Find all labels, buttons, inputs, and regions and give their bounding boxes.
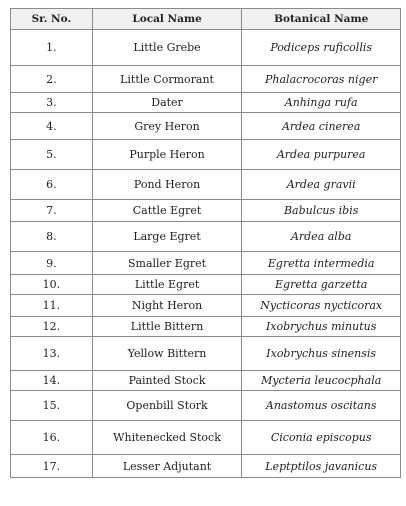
cell-sr-no: 15. xyxy=(11,391,93,421)
cell-sr-no: 1. xyxy=(11,30,93,66)
header-sr-no: Sr. No. xyxy=(11,9,93,30)
cell-sr-no: 6. xyxy=(11,170,93,200)
table-row xyxy=(11,421,401,455)
cell-local-name: Lesser Adjutant xyxy=(92,455,242,478)
cell-botanical-name: Leptptilos javanicus xyxy=(242,455,401,478)
cell-local-name: Large Egret xyxy=(92,222,242,252)
cell-botanical-name: Egretta garzetta xyxy=(242,275,401,295)
cell-botanical-name: Ardea gravii xyxy=(242,170,401,200)
table-row xyxy=(11,391,401,421)
cell-botanical-name: Nycticoras nycticorax xyxy=(242,295,401,317)
cell-botanical-name: Anastomus oscitans xyxy=(242,391,401,421)
cell-sr-no: 14. xyxy=(11,371,93,391)
cell-sr-no: 7. xyxy=(11,200,93,222)
cell-local-name: Smaller Egret xyxy=(92,252,242,275)
cell-local-name: Yellow Bittern xyxy=(92,337,242,371)
cell-botanical-name: Mycteria leucocphala xyxy=(242,371,401,391)
table-row xyxy=(11,170,401,200)
cell-botanical-name: Anhinga rufa xyxy=(242,93,401,113)
cell-botanical-name: Babulcus ibis xyxy=(242,200,401,222)
cell-botanical-name: Egretta intermedia xyxy=(242,252,401,275)
cell-local-name: Little Grebe xyxy=(92,30,242,66)
cell-local-name: Cattle Egret xyxy=(92,200,242,222)
bird-species-table xyxy=(10,8,401,478)
cell-sr-no: 10. xyxy=(11,275,93,295)
table-row xyxy=(11,317,401,337)
cell-botanical-name: Podiceps ruficollis xyxy=(242,30,401,66)
header-botanical-name: Botanical Name xyxy=(242,9,401,30)
cell-local-name: Little Cormorant xyxy=(92,66,242,93)
cell-sr-no: 16. xyxy=(11,421,93,455)
cell-sr-no: 13. xyxy=(11,337,93,371)
table-header-row xyxy=(11,9,401,30)
cell-sr-no: 17. xyxy=(11,455,93,478)
header-local-name: Local Name xyxy=(92,9,242,30)
table-row xyxy=(11,371,401,391)
table-row xyxy=(11,275,401,295)
cell-botanical-name: Ardea cinerea xyxy=(242,113,401,140)
cell-local-name: Night Heron xyxy=(92,295,242,317)
cell-sr-no: 11. xyxy=(11,295,93,317)
cell-local-name: Grey Heron xyxy=(92,113,242,140)
table-row xyxy=(11,93,401,113)
cell-local-name: Painted Stock xyxy=(92,371,242,391)
cell-local-name: Openbill Stork xyxy=(92,391,242,421)
cell-sr-no: 8. xyxy=(11,222,93,252)
cell-botanical-name: Ixobrychus minutus xyxy=(242,317,401,337)
cell-botanical-name: Ciconia episcopus xyxy=(242,421,401,455)
table-row xyxy=(11,200,401,222)
cell-local-name: Little Bittern xyxy=(92,317,242,337)
cell-sr-no: 9. xyxy=(11,252,93,275)
table-row xyxy=(11,337,401,371)
table-row xyxy=(11,222,401,252)
cell-local-name: Little Egret xyxy=(92,275,242,295)
cell-sr-no: 4. xyxy=(11,113,93,140)
table-row xyxy=(11,455,401,478)
table-row xyxy=(11,295,401,317)
table-row xyxy=(11,30,401,66)
cell-local-name: Dater xyxy=(92,93,242,113)
cell-local-name: Pond Heron xyxy=(92,170,242,200)
table-row xyxy=(11,66,401,93)
cell-botanical-name: Phalacrocoras niger xyxy=(242,66,401,93)
cell-local-name: Whitenecked Stock xyxy=(92,421,242,455)
cell-botanical-name: Ixobrychus sinensis xyxy=(242,337,401,371)
table-row xyxy=(11,140,401,170)
cell-botanical-name: Ardea alba xyxy=(242,222,401,252)
cell-botanical-name: Ardea purpurea xyxy=(242,140,401,170)
cell-sr-no: 2. xyxy=(11,66,93,93)
table-body xyxy=(11,30,401,478)
table-row xyxy=(11,252,401,275)
cell-sr-no: 3. xyxy=(11,93,93,113)
cell-sr-no: 5. xyxy=(11,140,93,170)
cell-sr-no: 12. xyxy=(11,317,93,337)
table-row xyxy=(11,113,401,140)
cell-local-name: Purple Heron xyxy=(92,140,242,170)
